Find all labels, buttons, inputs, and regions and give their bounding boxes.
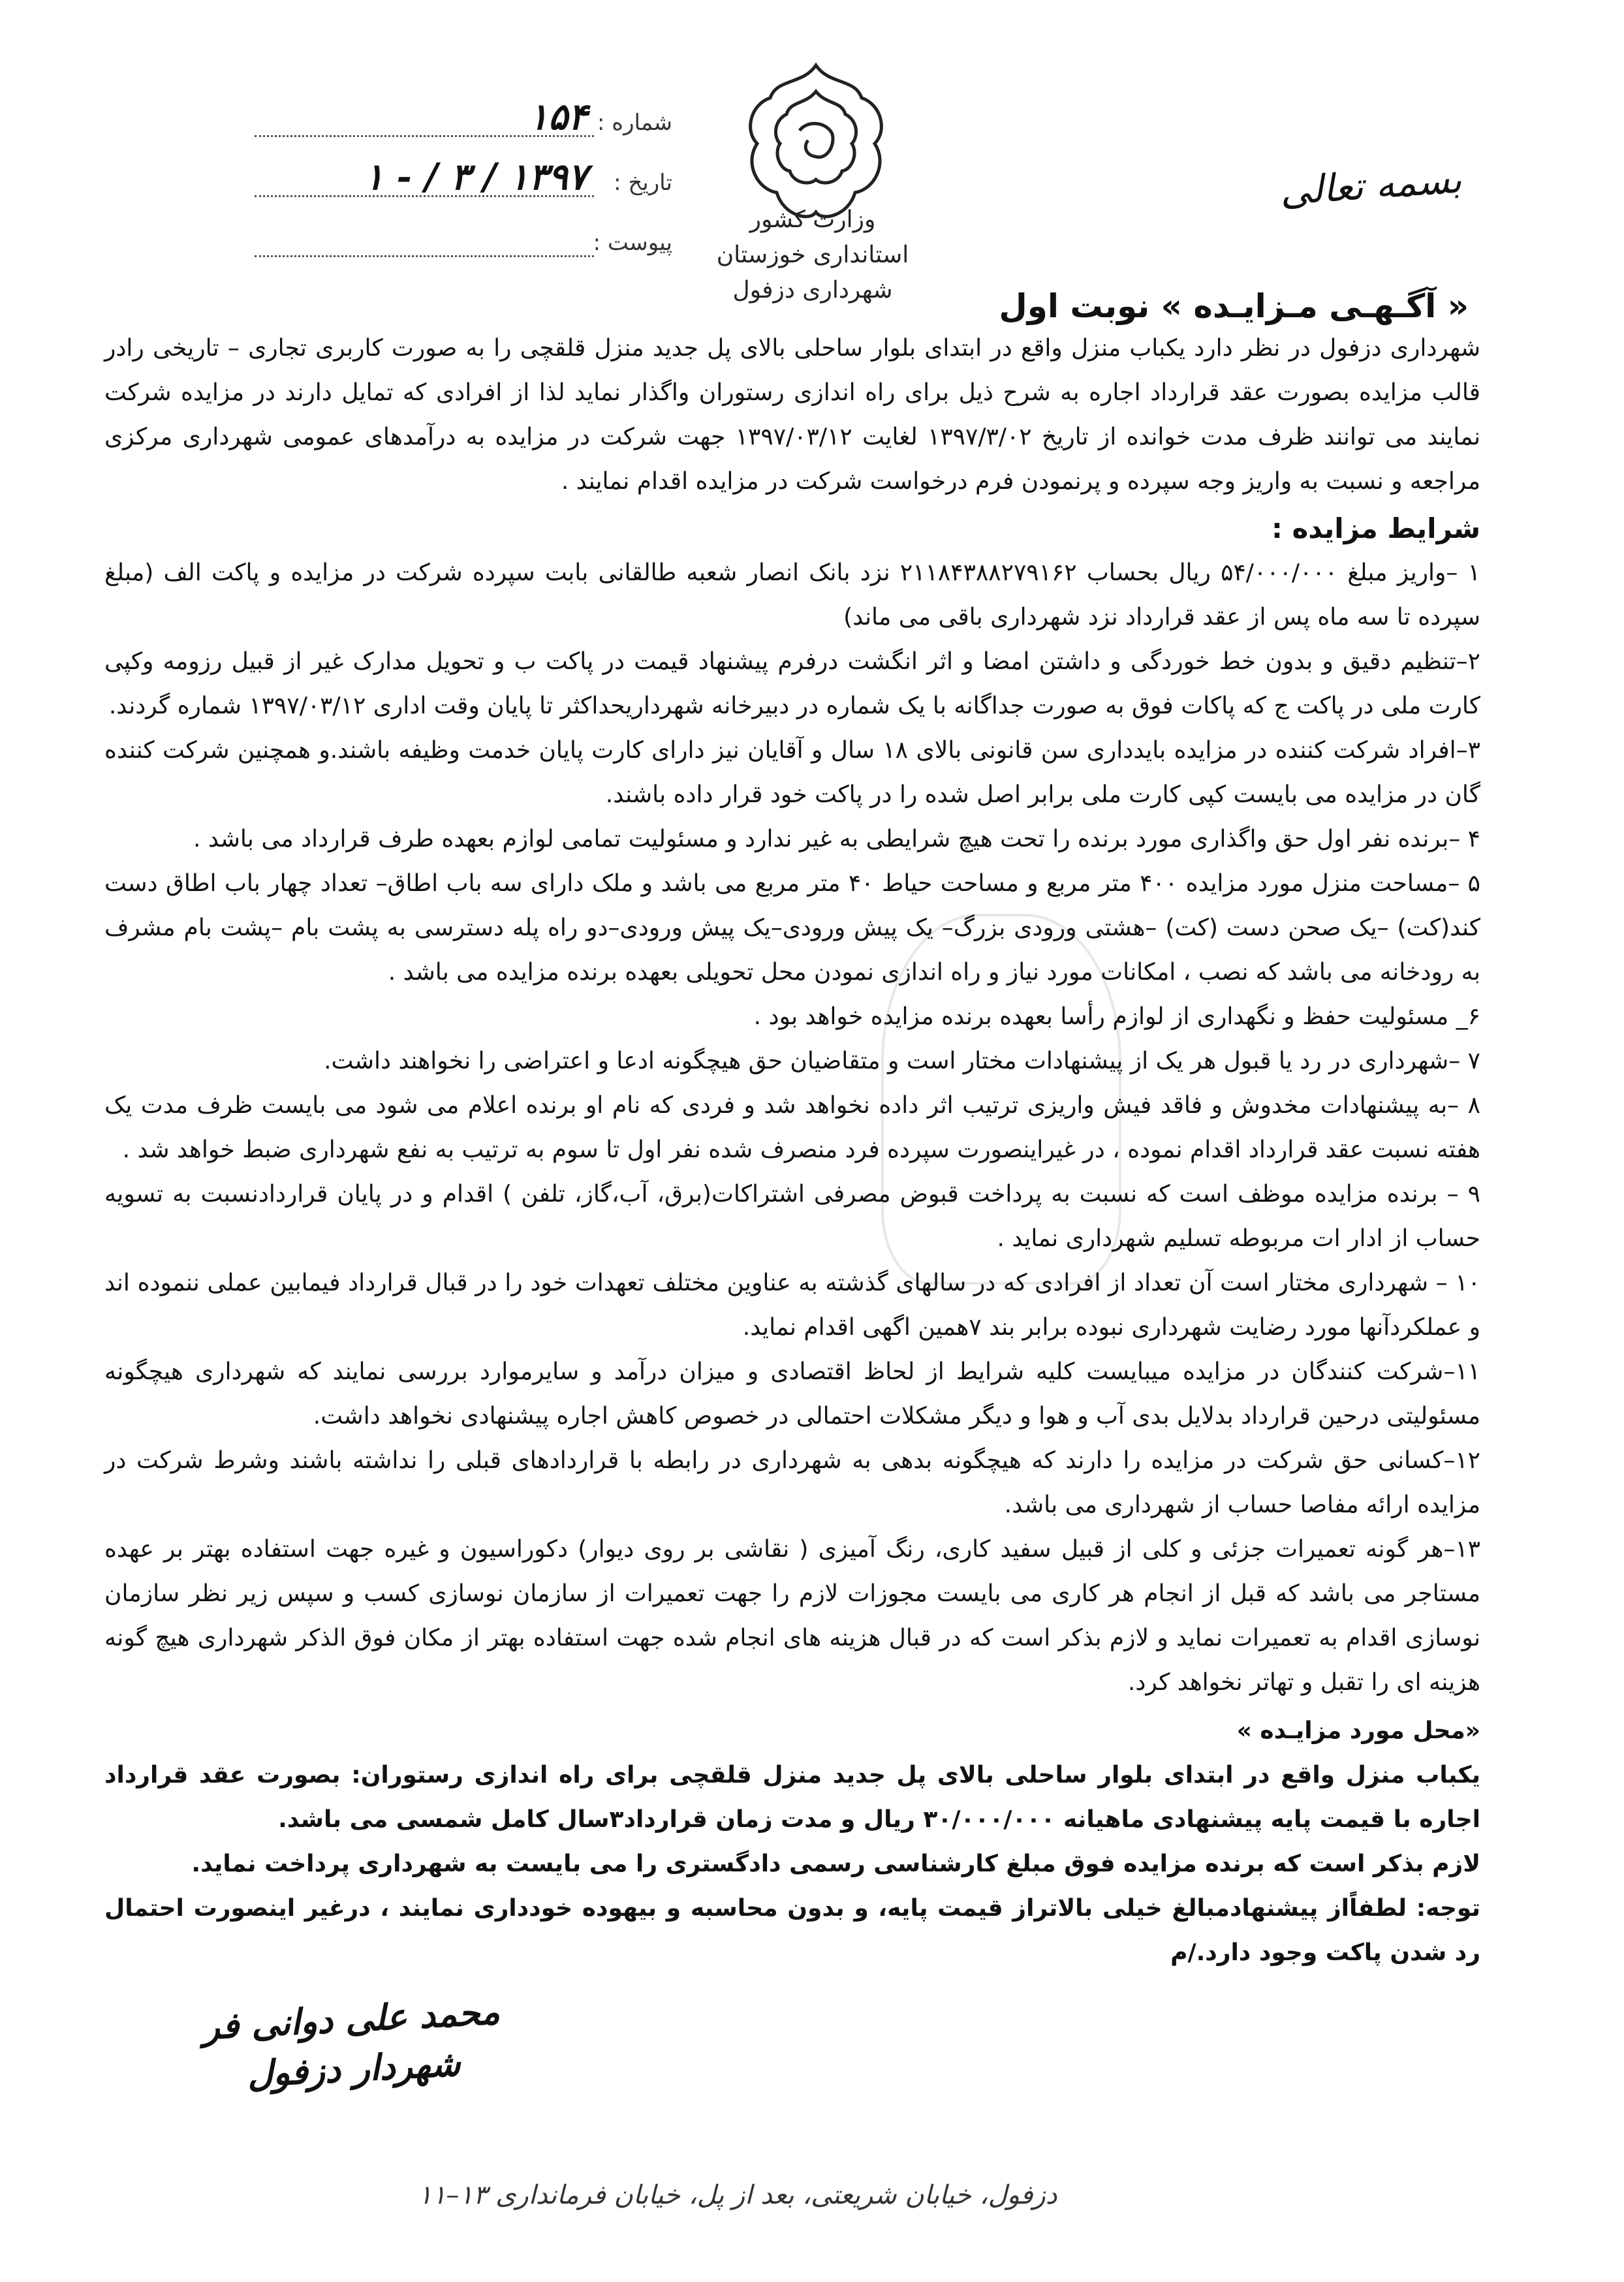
footer-address: دزفول، خیابان شریعتی، بعد از پل، خیابان فرمانداری ۱۳–۱۱ xyxy=(418,2180,1057,2210)
condition-item: ۸ –به پیشنهادات مخدوش و فاقد فیش واریزی ترتیب اثر داده نخواهد شد و فردی که نام او برنده اعلام می شود می بایست ظرف مدت یک هفته نسبت عقد قرارداد اقدام نموده ، در غیراینصورت سپرده فرد منصرف شده نفر اول تا سوم به ترتیب به نفع شهرداری ضبط خواهد شد . xyxy=(104,1092,1480,1163)
date-label: تاریخ : xyxy=(614,170,672,196)
signatory-role: شهردار دزفول xyxy=(246,2042,461,2095)
governorate-name: استانداری خوزستان xyxy=(716,242,909,268)
intro-paragraph: شهرداری دزفول در نظر دارد یکباب منزل واقع در ابتدای بلوار ساحلی بالای پل جدید منزل قلقچی را به صورت کاربری تجاری – تاریخی رادر قالب مزایده بصورت عقد قرارداد اجاره به شرح ذیل برای راه اندازی رستوران واگذار نماید لذا از افرادی که تمایل دارند در مزایده شرکت نمایند می توانند ظرف مدت خوانده از تاریخ ۱۳۹۷/۳/۰۲ لغایت ۱۳۹۷/۰۳/۱۲ جهت شرکت در مزایده به درآمدهای عمومی شهرداری مرکزی مراجعه و نسبت به واریز وجه سپرده و پرنمودن فرم درخواست شرکت در مزایده اقدام نمایند . xyxy=(104,335,1480,495)
signatory-name: محمد علی دوانی فر xyxy=(201,1990,501,2048)
attention-note: توجه: لطفاًاز پیشنهادمبالغ خیلی بالاتراز قیمت پایه، و بدون محاسبه و بیهوده خودداری نمایند ، درغیر اینصورت احتمال رد شدن پاکت وجود دارد./م xyxy=(104,1895,1480,1966)
signature-block xyxy=(154,1984,550,2103)
condition-item: ۱ –واریز مبلغ ۵۴/۰۰۰/۰۰۰ ریال بحساب ۲۱۱۸۴۳۸۸۲۷۹۱۶۲ نزد بانک انصار شعبه طالقانی بابت سپرده شرکت در مزایده و پاکت الف (مبلغ سپرده تا سه ماه پس از عقد قرارداد نزد شهرداری باقی می ماند) xyxy=(104,559,1480,631)
date-value: ۱۳۹۷ / ۳ / - ۱ xyxy=(364,155,587,198)
condition-item: ۱۳–هر گونه تعمیرات جزئی و کلی از قبیل سفید کاری، رنگ آمیزی ( نقاشی بر روی دیوار) دکوراسیون و غیره جهت استفاده بهتر بر عهده مستاجر می باشد که قبل از انجام هر کاری می بایست مجوزات لازم را جهت تعمیرات از سازمان نوسازی کسب و سپس زیر نظر سازمان نوسازی اقدام به تعمیرات نماید و لازم بذکر است که در قبال هزینه های انجام شده جهت استفاده بهتر از مکان فوق الذکر شهرداری هیچ گونه هزینه ای را تقبل و تهاتر نخواهد کرد. xyxy=(104,1536,1480,1696)
condition-item: ۲–تنظیم دقیق و بدون خط خوردگی و داشتن امضا و اثر انگشت درفرم پیشنهاد قیمت در پاکت ب و تحویل مدارک غیر از قبیل رزومه وکپی کارت ملی در پاکت ج که پاکات فوق به صورت جداگانه با یک شماره در دبیرخانه شهرداریحداکثر تا پایان وقت اداری ۱۳۹۷/۰۳/۱۲ شماره گردند. xyxy=(104,648,1480,719)
letter-meta xyxy=(255,85,672,265)
municipality-name: شهرداری دزفول xyxy=(732,277,893,304)
condition-item: ۱۱–شرکت کنندگان در مزایده میبایست کلیه شرایط از لحاظ اقتصادی و میزان درآمد و سایرموارد بررسی نمایند که شهرداری هیچگونه مسئولیتی درحین قرارداد بدلایل بدی آب و هوا و دیگر مشکلات احتمالی در خصوص کاهش اجاره پیشنهادی نخواهد داشت. xyxy=(104,1358,1480,1430)
condition-item: ۵ –مساحت منزل مورد مزایده ۴۰۰ متر مربع و مساحت حیاط ۴۰ متر مربع می باشد و ملک دارای سه باب اطاق– تعداد چهار باب اطاق دست کند(کت) –یک صحن دست (کت) –هشتی ورودی بزرگ– یک پیش ورودی–یک پیش ورودی–دو راه پله دسترسی به پشت بام –پشت بام مشرف به رودخانه می باشد که نصب ، امکانات مورد نیاز و راه اندازی نمودن محل تحویلی بعهده برنده مزایده می باشد . xyxy=(104,870,1481,986)
location-title: «محل مورد مزایـده » xyxy=(1236,1717,1480,1744)
attachment-row xyxy=(255,205,672,265)
notice-title: « آگـهـی مـزایـده » نوبت اول xyxy=(999,287,1469,325)
condition-item: ۱۰ – شهرداری مختار است آن تعداد از افرادی که در سالهای گذشته به عناوین مختلف تعهدات خود را در قبال قرارداد فیمابین عملی ننموده اند و عملکردآنها مورد رضایت شهرداری نبوده برابر بند ۷همین اگهی اقدام نماید. xyxy=(104,1270,1480,1341)
conditions-title: شرایط مزایده : xyxy=(1272,512,1480,544)
notice-body xyxy=(104,326,1480,1975)
condition-item: ۱۲–کسانی حق شرکت در مزایده را دارند که هیچگونه بدهی به شهرداری در رابطه با قراردادهای قبلی را نداشته باشند وشرط شرکت در مزایده ارائه مفاصا حساب از شهرداری می باشد. xyxy=(104,1447,1480,1518)
location-text: یکباب منزل واقع در ابتدای بلوار ساحلی بالای پل جدید منزل قلقچی برای راه اندازی رستوران: بصورت عقد قرارداد اجاره با قیمت پایه پیشنهادی ماهیانه ۳۰/۰۰۰/۰۰۰ ریال و مدت زمان قرارداد۳سال کامل شمسی می باشد. xyxy=(104,1762,1480,1833)
attachment-label: پیوست : xyxy=(593,230,672,256)
number-value: ۱۵۴ xyxy=(528,95,587,138)
condition-item: ۴ –برنده نفر اول حق واگذاری مورد برنده را تحت هیچ شرایطی به غیر ندارد و مسئولیت تمامی لوازم بعهده طرف قرارداد می باشد . xyxy=(193,826,1480,852)
bismillah: بسمه تعالی xyxy=(1278,157,1463,214)
number-label: شماره : xyxy=(597,110,672,136)
condition-item: ۹ – برنده مزایده موظف است که نسبت به پرداخت قبوض مصرفی اشتراکات(برق، آب،گاز، تلفن ) اقدام و در پایان قراردادنسبت به تسویه حساب از ادار ات مربوطه تسلیم شهرداری نماید . xyxy=(104,1181,1480,1252)
condition-item: ۳–افراد شرکت کننده در مزایده بایدداری سن قانونی بالای ۱۸ سال و آقایان نیز دارای کارت پایان خدمت وظیفه باشند.و همچنین شرکت کننده گان در مزایده می بایست کپی کارت ملی برابر اصل شده را در پاکت خود قرار داده باشند. xyxy=(104,737,1480,808)
condition-item: ۷ –شهرداری در رد یا قبول هر یک از پیشنهادات مختار است و متقاضیان حق هیچگونه ادعا و اعتراضی را نخواهند داشت. xyxy=(324,1048,1480,1074)
condition-item: ۶_ مسئولیت حفظ و نگهداری از لوازم رأسا بعهده برنده مزایده خواهد بود . xyxy=(753,1003,1480,1030)
date-row xyxy=(255,145,672,205)
number-row xyxy=(255,85,672,145)
attachment-dotted-line xyxy=(255,255,594,257)
fee-note: لازم بذکر است که برنده مزایده فوق مبلغ کارشناسی رسمی دادگستری را می بایست به شهرداری پرداخت نماید. xyxy=(191,1851,1480,1877)
ministry-name: وزارت کشور xyxy=(749,206,876,233)
